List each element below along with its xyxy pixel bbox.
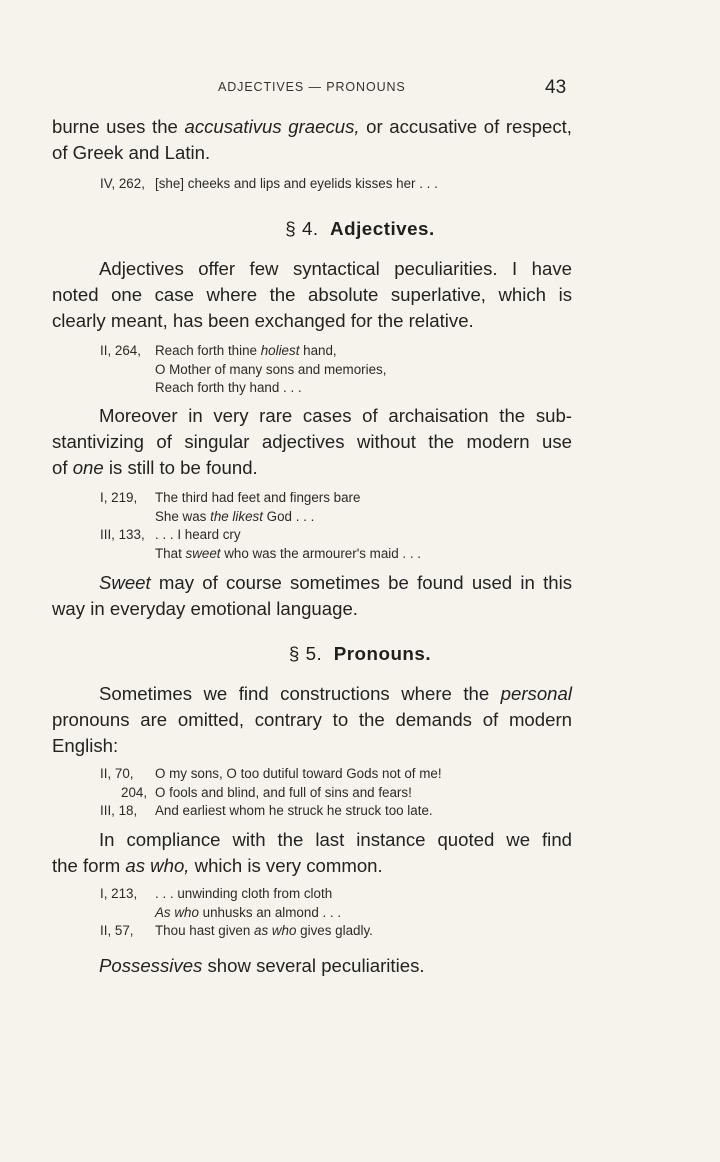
text-line: In compliance with the last instance quoted we find: [99, 829, 572, 850]
text-line: the form as who, which is very common.: [52, 855, 383, 876]
quote-line: II, 57, Thou hast given as who gives gladly.: [100, 922, 620, 941]
running-title: ADJECTIVES — PRONOUNS: [218, 80, 406, 94]
text-line: Moreover in very rare cases of archaisation the sub-: [99, 405, 572, 426]
quote-line: II, 70, O my sons, O too dutiful toward Gods not of me!: [100, 765, 620, 784]
quote-line: That sweet who was the armourer's maid . . .: [155, 545, 422, 561]
text-line: Sometimes we find constructions where the personal: [99, 683, 572, 704]
quote-reference: III, 18,: [100, 803, 138, 818]
italic-term: accusativus graecus,: [184, 116, 360, 137]
section-heading-5: [0, 643, 720, 665]
paragraph-2: [52, 256, 572, 334]
text-line: stantivizing of singular adjectives without the modern use: [52, 431, 572, 452]
section-number: § 5.: [288, 643, 323, 664]
quotation-1: [100, 175, 620, 194]
paragraph-6: [52, 827, 572, 879]
section-title: Pronouns.: [333, 643, 432, 664]
quote-line: As who unhusks an almond . . .: [155, 904, 342, 920]
section-heading-4: [0, 218, 720, 240]
quote-reference: II, 70,: [100, 766, 134, 781]
text-line: burne uses the accusativus graecus, or accusative of respect,: [52, 116, 572, 137]
quotation-4: [100, 765, 620, 821]
paragraph-1: [52, 114, 572, 166]
quote-reference: III, 133,: [100, 527, 145, 542]
quote-line: I, 219, The third had feet and fingers bare: [100, 489, 620, 508]
paragraph-4: [52, 570, 572, 622]
text-line: English:: [52, 735, 119, 756]
section-title: Adjectives.: [330, 218, 435, 239]
paragraph-7: [52, 953, 572, 979]
paragraph-5: [52, 681, 572, 759]
text-line: clearly meant, has been exchanged for the relative.: [52, 310, 474, 331]
quotation-5: [100, 885, 620, 941]
text-line: noted one case where the absolute superlative, which is: [52, 284, 572, 305]
quotation-3: [100, 489, 620, 563]
text-line: Possessives show several peculiarities.: [99, 955, 425, 976]
quote-line: III, 18, And earliest whom he struck he struck too late.: [100, 802, 620, 821]
text-line: way in everyday emotional language.: [52, 598, 358, 619]
quote-line: III, 133, . . . I heard cry: [100, 526, 620, 545]
page-number: 43: [545, 77, 567, 98]
quote-line: Reach forth thy hand . . .: [155, 380, 302, 395]
text-line: Sweet may of course sometimes be found used in this: [99, 572, 572, 593]
paragraph-3: [52, 403, 572, 481]
quote-line: II, 264, Reach forth thine holiest hand,: [100, 342, 620, 361]
quote-reference: I, 213,: [100, 886, 138, 901]
quote-line: 204, O fools and blind, and full of sins and fears!: [100, 784, 620, 803]
running-header: [0, 77, 720, 99]
text-line: of Greek and Latin.: [52, 142, 211, 163]
quote-reference: II, 264,: [100, 343, 141, 358]
quote-reference: I, 219,: [100, 490, 138, 505]
quote-line: IV, 262, [she] cheeks and lips and eyelids kisses her . . .: [100, 175, 620, 194]
section-number: § 4.: [285, 218, 319, 239]
quote-line: I, 213, . . . unwinding cloth from cloth: [100, 885, 620, 904]
quote-line: She was the likest God . . .: [155, 508, 315, 524]
quote-line: O Mother of many sons and memories,: [155, 361, 387, 377]
text-line: Adjectives offer few syntactical peculiarities. I have: [99, 258, 572, 279]
quote-reference: 204,: [121, 784, 148, 800]
text-line: of one is still to be found.: [52, 457, 258, 478]
text-line: pronouns are omitted, contrary to the demands of modern: [52, 709, 572, 730]
quote-reference: IV, 262,: [100, 176, 145, 191]
quote-reference: II, 57,: [100, 923, 134, 938]
quotation-2: [100, 342, 620, 398]
